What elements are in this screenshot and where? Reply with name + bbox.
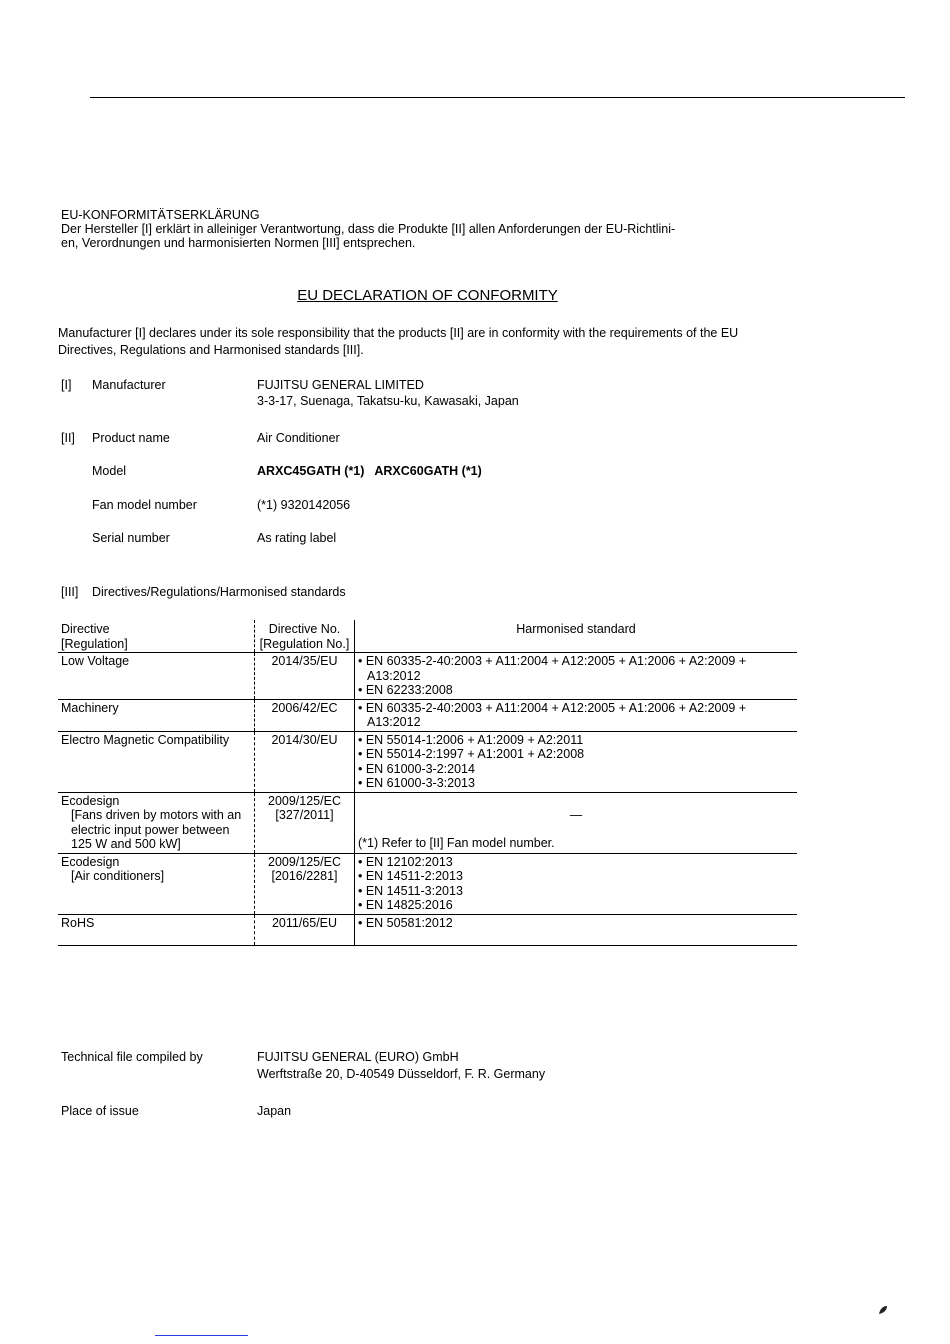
standard-cell: • EN 55014-1:2006 + A1:2009 + A2:2011 • EN 55014-2:1997 + A1:2001 + A2:2008 • EN 61000-3-2:2014 • EN 61000-3-3:2013	[355, 731, 798, 792]
standards-table	[58, 620, 797, 946]
table-row	[58, 731, 797, 792]
table-header-row	[58, 620, 797, 653]
standard-cell: • EN 50581:2012	[355, 914, 798, 945]
manufacturer-label: Manufacturer	[92, 378, 166, 392]
directive-number-cell: 2009/125/EC [2016/2281]	[255, 853, 355, 914]
manufacturer-address: 3-3-17, Suenaga, Takatsu-ku, Kawasaki, Japan	[257, 394, 519, 408]
product-name-value: Air Conditioner	[257, 431, 340, 445]
table-row	[58, 853, 797, 914]
place-of-issue-label: Place of issue	[61, 1104, 139, 1118]
standard-cell: • EN 60335-2-40:2003 + A11:2004 + A12:2005 + A1:2006 + A2:2009 + A13:2012 • EN 62233:2008	[355, 653, 798, 700]
header-directive-no: Directive No. [Regulation No.]	[255, 620, 355, 653]
table-row	[58, 653, 797, 700]
standard-cell	[355, 792, 798, 853]
directive-number-cell: 2011/65/EU	[255, 914, 355, 945]
directive-number-cell: 2006/42/EC	[255, 699, 355, 731]
model-value: ARXC45GATH (*1) ARXC60GATH (*1)	[257, 464, 482, 478]
manufacturer-marker: [I]	[61, 378, 72, 392]
fan-model-note: (*1) Refer to [II] Fan model number.	[358, 836, 555, 850]
table-row	[58, 792, 797, 853]
place-of-issue-value: Japan	[257, 1104, 292, 1118]
link-underline[interactable]	[155, 1335, 248, 1336]
intro-line-1: Manufacturer [I] declares under its sole responsibility that the products [II] are in conformity with the requirements of the EU	[58, 326, 739, 340]
serial-number-label: Serial number	[92, 531, 170, 545]
document-title: EU DECLARATION OF CONFORMITY	[297, 287, 558, 304]
header-harmonised-standard: Harmonised standard	[355, 620, 798, 653]
directive-cell: Low Voltage	[58, 653, 255, 700]
intro-line-2: Directives, Regulations and Harmonised standards [III].	[58, 343, 364, 357]
directive-number-cell: 2014/35/EU	[255, 653, 355, 700]
table-row	[58, 699, 797, 731]
directive-cell: Ecodesign [Air conditioners]	[58, 853, 255, 914]
model-label: Model	[92, 464, 127, 478]
technical-file-label: Technical file compiled by	[61, 1050, 203, 1064]
product-name-label: Product name	[92, 431, 170, 445]
directive-cell: Ecodesign [Fans driven by motors with an electric input power between 125 W and 500 kW]	[58, 792, 255, 853]
not-applicable-dash: —	[569, 807, 583, 822]
technical-file-address: Werftstraße 20, D-40549 Düsseldorf, F. R. Germany	[257, 1067, 546, 1081]
leaf-icon	[878, 1305, 888, 1315]
header-directive: Directive [Regulation]	[58, 620, 255, 653]
directive-number-cell: 2014/30/EU	[255, 731, 355, 792]
directive-cell: RoHS	[58, 914, 255, 945]
standards-heading: Directives/Regulations/Harmonised standards	[92, 585, 346, 599]
manufacturer-name: FUJITSU GENERAL LIMITED	[257, 378, 424, 392]
technical-file-name: FUJITSU GENERAL (EURO) GmbH	[257, 1050, 459, 1064]
german-text-line-2: en, Verordnungen und harmonisierten Normen [III] entsprechen.	[61, 236, 416, 250]
product-marker: [II]	[61, 431, 75, 445]
directive-cell: Electro Magnetic Compatibility	[58, 731, 255, 792]
directive-cell: Machinery	[58, 699, 255, 731]
intro-paragraph	[58, 325, 798, 359]
standards-marker: [III]	[61, 585, 79, 599]
header-rule	[90, 97, 905, 98]
german-title: EU-KONFORMITÄTSERKLÄRUNG	[61, 208, 260, 222]
standard-cell: • EN 12102:2013 • EN 14511-2:2013 • EN 14511-3:2013 • EN 14825:2016	[355, 853, 798, 914]
table-row	[58, 914, 797, 945]
directive-number-cell: 2009/125/EC [327/2011]	[255, 792, 355, 853]
german-declaration	[61, 208, 721, 250]
serial-number-value: As rating label	[257, 531, 337, 545]
german-text-line-1: Der Hersteller [I] erklärt in alleiniger Verantwortung, dass die Produkte [II] allen Anforderungen der EU-Richtlini-	[61, 222, 676, 236]
standard-cell: • EN 60335-2-40:2003 + A11:2004 + A12:2005 + A1:2006 + A2:2009 + A13:2012	[355, 699, 798, 731]
fan-model-value: (*1) 9320142056	[257, 498, 351, 512]
fan-model-label: Fan model number	[92, 498, 197, 512]
